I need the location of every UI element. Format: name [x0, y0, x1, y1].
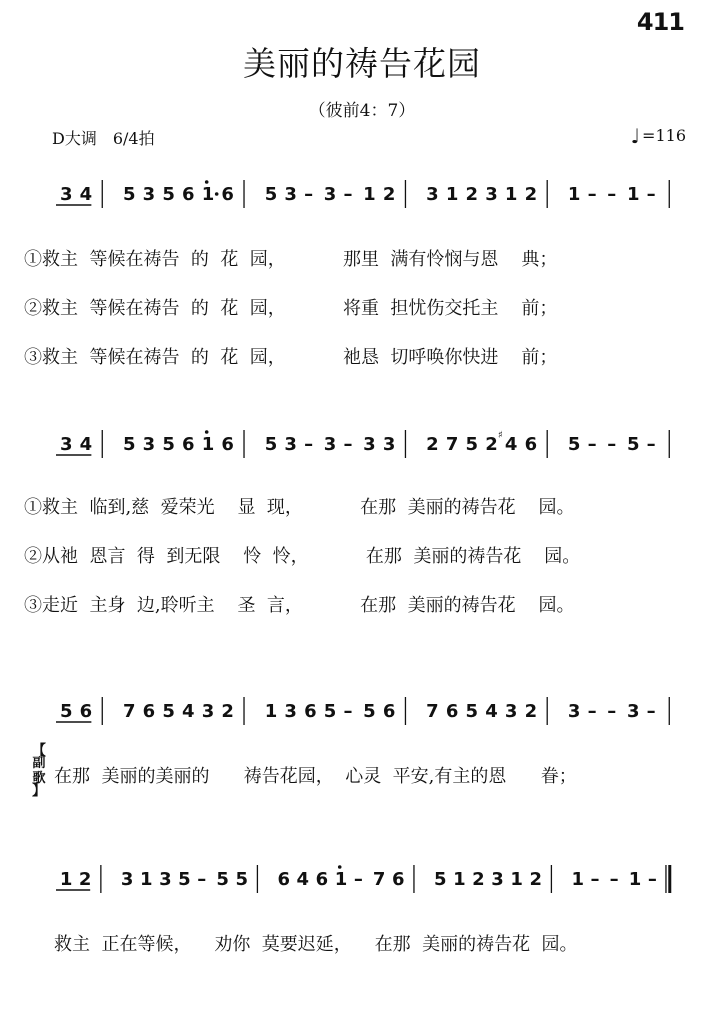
notation-marks-1: [54, 164, 690, 224]
dash-mark: –: [647, 869, 657, 890]
augmentation-dot: [215, 192, 219, 196]
note: 7: [122, 701, 136, 722]
dash-mark: –: [646, 434, 656, 455]
scripture-reference: （彼前4：7）: [308, 101, 416, 121]
note: 3: [142, 184, 156, 205]
note: 2: [78, 869, 92, 890]
note: 5: [567, 434, 581, 455]
dash-mark: –: [343, 184, 353, 205]
notation-marks-3: [54, 681, 690, 741]
note: 5: [122, 184, 136, 205]
lyric-line-3-1: 在那 美丽的美丽的 祷告花园， 心灵 平安,有主的恩 眷；: [54, 766, 577, 787]
note: 6: [445, 701, 459, 722]
note: 6: [182, 184, 195, 205]
dash-mark: –: [343, 701, 353, 722]
note: 2: [524, 184, 538, 205]
note: 2: [426, 434, 439, 455]
notation-line-3: [54, 701, 690, 737]
lyric-line-1-1: ①救主 等候在祷告 的 花 园， 那里 满有怜悯与恩 典；: [24, 249, 558, 270]
notation-marks-4: [54, 849, 690, 909]
note: 3: [284, 184, 297, 205]
note: 6: [182, 434, 195, 455]
notation-marks-2: [54, 414, 690, 474]
note: 5: [434, 869, 447, 890]
note: 1: [567, 184, 581, 205]
lyric-line-4-1: 救主 正在等候， 劝你 莫要迟延， 在那 美丽的祷告花 园。: [54, 934, 578, 955]
note: 3: [120, 869, 134, 890]
dash-mark: –: [607, 184, 617, 205]
dash-mark: –: [197, 869, 207, 890]
note: 5: [162, 434, 175, 455]
note: 2: [465, 184, 479, 205]
note: 1: [201, 434, 215, 455]
octave-dot: [338, 865, 342, 869]
note: 1: [334, 869, 348, 890]
note: 1: [626, 184, 640, 205]
note: 7: [445, 434, 459, 455]
note: 1: [571, 869, 584, 890]
note: 4: [79, 434, 93, 455]
note: 2: [221, 701, 234, 722]
note: 3: [59, 434, 73, 455]
lyric-line-2-1: ①救主 临到,慈 爱荣光 显 现， 在那 美丽的祷告花 园。: [24, 497, 575, 518]
dash-mark: –: [587, 434, 597, 455]
page-number: 411: [636, 8, 684, 36]
note: 5: [264, 434, 278, 455]
note: 6: [382, 701, 396, 722]
note: 4: [504, 434, 518, 455]
note: 1: [59, 869, 73, 890]
note: 3: [626, 701, 640, 722]
note: 5: [59, 701, 73, 722]
dash-mark: –: [607, 434, 617, 455]
note: 3: [284, 701, 297, 722]
note: 1: [504, 184, 518, 205]
note: 2: [472, 869, 485, 890]
note: 5: [465, 701, 479, 722]
note: 6: [277, 869, 290, 890]
note: 3: [363, 434, 376, 455]
note: 3: [323, 434, 337, 455]
dash-mark: –: [304, 434, 314, 455]
key-meter: D大调 6/4拍: [52, 129, 155, 148]
note: 2: [529, 869, 542, 890]
note: 7: [426, 701, 439, 722]
quarter-note-icon: ♩: [630, 124, 641, 148]
note: 3: [504, 701, 518, 722]
note: 4: [79, 184, 93, 205]
note: 5: [122, 434, 136, 455]
dash-mark: –: [343, 434, 353, 455]
note: 6: [392, 869, 405, 890]
note: 5: [626, 434, 640, 455]
lyric-line-1-2: ②救主 等候在祷告 的 花 园， 将重 担忧伤交托主 前；: [24, 298, 558, 319]
note: 3: [159, 869, 172, 890]
notation-line-1: [54, 184, 690, 220]
dash-mark: –: [646, 184, 656, 205]
note: 3: [59, 184, 73, 205]
song-title: 美丽的祷告花园: [243, 44, 481, 83]
octave-dot: [205, 430, 209, 434]
note: 3: [426, 184, 439, 205]
note: 1: [363, 184, 376, 205]
note: 3: [142, 434, 156, 455]
notation-line-2: [54, 430, 690, 470]
note: 3: [382, 434, 396, 455]
dash-mark: –: [646, 701, 656, 722]
note: 5: [363, 701, 376, 722]
note: 6: [142, 701, 156, 722]
note: 5: [465, 434, 479, 455]
tempo-marking: [631, 124, 686, 148]
note: 6: [524, 434, 538, 455]
note: 5: [178, 869, 191, 890]
note: 3: [567, 701, 581, 722]
note: 4: [485, 701, 498, 722]
note: 6: [221, 434, 234, 455]
chorus-label: 【 副歌 】: [32, 743, 46, 799]
note: 7: [372, 869, 386, 890]
notation-line-4: [54, 869, 690, 905]
sharp-mark: ♯: [497, 430, 503, 441]
note: 3: [201, 701, 215, 722]
note: 1: [510, 869, 523, 890]
note: 3: [485, 184, 498, 205]
octave-dot: [205, 180, 209, 184]
note: 6: [315, 869, 329, 890]
note: 6: [304, 701, 317, 722]
note: 2: [524, 701, 538, 722]
note: 1: [445, 184, 459, 205]
note: 5: [216, 869, 229, 890]
note: 6: [221, 184, 234, 205]
dash-mark: –: [587, 184, 597, 205]
note: 5: [235, 869, 248, 890]
lyric-line-2-3: ③走近 主身 边,聆听主 圣 言， 在那 美丽的祷告花 园。: [24, 595, 575, 616]
note: 3: [284, 434, 297, 455]
note: 2: [485, 434, 498, 455]
note: 1: [264, 701, 278, 722]
note: 4: [296, 869, 310, 890]
dash-mark: –: [590, 869, 600, 890]
dash-mark: –: [304, 184, 314, 205]
dash-mark: –: [587, 701, 597, 722]
note: 4: [182, 701, 195, 722]
note: 5: [162, 701, 175, 722]
note: 5: [162, 184, 175, 205]
note: 6: [79, 701, 93, 722]
dash-mark: –: [607, 701, 617, 722]
note: 1: [140, 869, 153, 890]
note: 2: [382, 184, 396, 205]
note: 1: [628, 869, 642, 890]
tempo-value: =116: [642, 126, 686, 145]
lyric-line-1-3: ③救主 等候在祷告 的 花 园， 祂恳 切呼唤你快进 前；: [24, 347, 558, 368]
lyric-line-2-2: ②从祂 恩言 得 到无限 怜 怜， 在那 美丽的祷告花 园。: [24, 546, 581, 567]
note: 3: [491, 869, 504, 890]
note: 5: [264, 184, 278, 205]
note: 3: [323, 184, 337, 205]
note: 5: [323, 701, 337, 722]
note: 1: [201, 184, 215, 205]
dash-mark: –: [353, 869, 363, 890]
dash-mark: –: [609, 869, 619, 890]
note: 1: [453, 869, 466, 890]
